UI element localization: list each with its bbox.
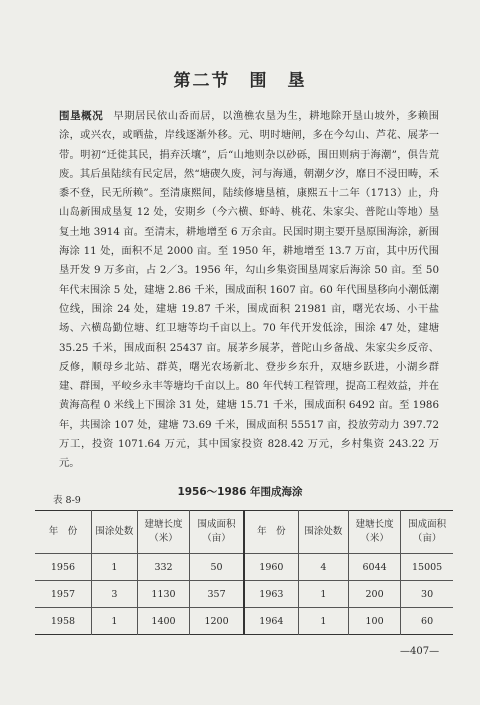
cell-year: 1957 xyxy=(35,581,91,608)
cell-length: 332 xyxy=(137,554,189,581)
header-count: 围涂处数 xyxy=(91,511,137,554)
cell-length: 200 xyxy=(348,581,400,608)
cell-area: 357 xyxy=(190,581,244,608)
reclamation-table xyxy=(35,510,453,635)
header-count: 围涂处数 xyxy=(298,511,348,554)
cell-area: 50 xyxy=(190,554,244,581)
paragraph-text: 早期居民依山岙而居，以渔樵农垦为生，耕地除开垦山坡外，多赖围涂，或兴农，或晒盐，岸线逐渐外移。元、明时塘闸，多在今勾山、芦花、展茅一带。明初“迁徙其民，捐弃沃壤”，后“山地则杂以砂砾，围田则病于海潮”，俱告荒废。其后虽陆续有民定居，然“塘碶久废，河与海通，朝潮夕汐，靡日不浸田畴，禾黍不登，民无所赖”。至清康熙间，陆续修塘垦植，康熙五十二年（1713）止，舟山岛新围成垦复 12 处，安期乡（今六横、虾峙、桃花、朱家尖、普陀山等地）垦复土地 3914 亩。至清末，耕地增至 6 万余亩。民国时期主要开垦原围海涂，新围海涂 11 处，面积不足 2000 亩。至 1950 年，耕地增至 13.7 万亩，其中历代围垦开发 9 万多亩，占 2／3。1956 年，勾山乡集资围垦周家后海涂 50 亩。至 50 年代末围涂 5 处，建塘 2.86 千米，围成面积 1607 亩。60 年代围垦移向小潮低潮位线，围涂 24 处，建塘 19.87 千米，围成面积 21981 亩，曙光农场、小干盐场、六横岛勤位塘、红卫塘等均千亩以上。70 年代开发低涂，围涂 47 处，建塘 35.25 千米，围成面积 25437 亩。展茅乡展茅，普陀山乡备战、朱家尖乡反帝、反修，顺母乡北站、群英，曙光农场新北、登步乡东升，双塘乡跃进，小湖乡群建、群围，平峧乡永丰等塘均千亩以上。80 年代转工程管理，提高工程效益，并在黄海高程 0 米线上下围涂 31 处，建塘 15.71 千米，围成面积 6492 亩。至 1986 年，共围涂 107 处，建塘 73.69 千米，围成面积 55517 亩，投放劳动力 397.72 万工，投资 1071.64 万元，其中国家投资 828.42 万元，乡村集资 243.22 万元。 xyxy=(59,110,440,470)
table-row xyxy=(35,581,453,608)
cell-area: 15005 xyxy=(401,554,453,581)
header-length: 建塘长度（米） xyxy=(137,511,189,554)
cell-length: 6044 xyxy=(348,554,400,581)
cell-count: 1 xyxy=(298,581,348,608)
cell-length: 1400 xyxy=(137,608,189,635)
table-row xyxy=(35,554,453,581)
section-title: 第二节 围 垦 xyxy=(173,71,307,91)
cell-area: 30 xyxy=(401,581,453,608)
cell-year: 1958 xyxy=(35,608,91,635)
cell-count: 4 xyxy=(298,554,348,581)
cell-count: 1 xyxy=(91,554,137,581)
header-area: 围成面积（亩） xyxy=(190,511,244,554)
cell-year: 1956 xyxy=(35,554,91,581)
cell-count: 1 xyxy=(298,608,348,635)
header-area: 围成面积（亩） xyxy=(401,511,453,554)
cell-area: 1200 xyxy=(190,608,244,635)
cell-area: 60 xyxy=(401,608,453,635)
body-paragraph xyxy=(59,107,439,474)
table-header-row xyxy=(35,511,453,554)
table-label: 表 8-9 xyxy=(53,495,81,506)
header-year: 年 份 xyxy=(35,511,91,554)
cell-count: 3 xyxy=(91,581,137,608)
paragraph-lead: 围垦概况 xyxy=(59,110,104,122)
cell-year: 1960 xyxy=(244,554,298,581)
cell-year: 1964 xyxy=(244,608,298,635)
cell-length: 100 xyxy=(348,608,400,635)
cell-year: 1963 xyxy=(244,581,298,608)
header-length: 建塘长度（米） xyxy=(348,511,400,554)
cell-length: 1130 xyxy=(137,581,189,608)
header-year: 年 份 xyxy=(244,511,298,554)
table-row xyxy=(35,608,453,635)
page-number: —407— xyxy=(400,646,440,657)
table-caption: 1956～1986 年围成海涂 xyxy=(177,486,303,498)
cell-count: 1 xyxy=(91,608,137,635)
